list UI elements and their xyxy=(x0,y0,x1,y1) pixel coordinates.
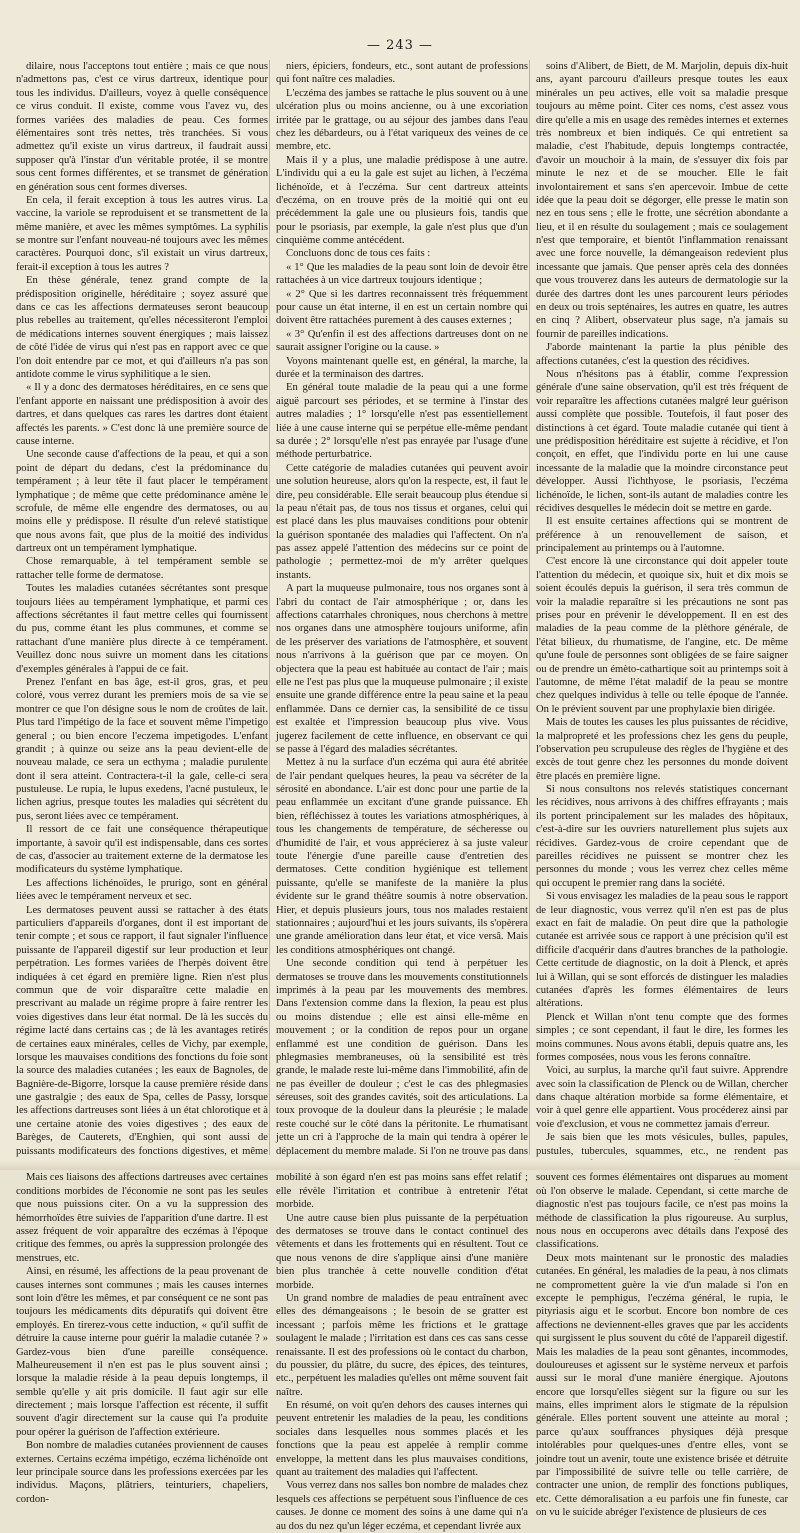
paragraph: En résumé, on voit qu'en dehors des causes internes qui peuvent entretenir les maladies de la peau, les conditions sociales dans lesquelles nous sommes placés et les fonctions que la peau est appelée à remplir comme enveloppe, la mettent dans les plus mauvaises conditions, quant au traitement des maladies qui l'affectent. xyxy=(276,1400,528,1479)
paragraph: Voici, au surplus, la marche qu'il faut suivre. Apprendre avec soin la classification de Plenck ou de Willan, chercher dans chaque altération morbide sa forme élémentaire, et voir à quel genre elle appartient. Vous procéderez ainsi par voie d'exclusion, et vous ne commettez jamais d'erreur. xyxy=(536,1065,788,1130)
paragraph: Cette catégorie de maladies cutanées qui peuvent avoir une solution heureuse, alors qu'on la respecte, est, il faut le dire, peu considérable. Elle serait beaucoup plus étendue si la peau n'était pas, de tous nos tissus et organes, celui qui est placé dans les plus mauvaises conditions pour obtenir la guérison spontanée des maladies qui l'affectent. On n'a pas assez appelé l'attention des médecins sur ce point de pathologie ; permettez-moi de m'y arrêter quelques instants. xyxy=(276,462,528,581)
paragraph: Mais de toutes les causes les plus puissantes de récidive, la malpropreté et les professions chez les gens du peuple, l'observation peu scrupuleuse des règles de l'hygiène et des excès de tout genre chez les personnes du monde doivent être placés en première ligne. xyxy=(536,717,788,782)
paragraph: « 1° Que les maladies de la peau sont loin de devoir être rattachées à un vice dartreux toujours identique ; xyxy=(276,261,528,287)
paragraph: Les affections lichénoïdes, le prurigo, sont en général liées avec le tempérament nerveux et sec. xyxy=(16,877,268,903)
paragraph: L'eczéma des jambes se rattache le plus souvent ou à une ulcération plus ou moins ancienne, ou à une excoriation irritée par le grattage, ou au séjour des jambes dans l'eau chez les débardeurs, ou à l'état variqueux des veines de ce membre, etc. xyxy=(276,87,528,153)
paragraph: Toutes les maladies cutanées sécrétantes sont presque toujours liées au tempérament lymphatique, et parmi ces affections sécrétantes il faut mettre celles qui fournissent du pus, comme étant les plus communes, et comme se rattachant d'une manière plus directe à ce tempérament. Veuillez donc nous suivre un moment dans les citations d'exemples générales à l'appui de ce fait. xyxy=(16,583,268,675)
paragraph: Ainsi, en résumé, les affections de la peau provenant de causes internes sont communes ; mais les causes internes sont loin d'être les mêmes, et par conséquent ce ne sont pas toujours les médicaments dits dépuratifs qui doivent être employés. En tirerez-vous cette induction, « qu'il suffit de détruire la cause interne pour guérir la maladie cutanée ? » Gardez-vous bien d'une pareille conséquence. Malheureusement il n'en est pas le plus souvent ainsi ; lorsque la maladie réside à la peau depuis longtemps, il semble qu'elle y ait pris domicile. Il faut agir sur elle directement ; mais lorsque l'affection est récente, il suffit souvent d'agir directement sur la cause qui l'a produite pour opérer la guérison de l'affection extérieure. xyxy=(16,1266,268,1438)
paragraph: Un grand nombre de maladies de peau entraînent avec elles des démangeaisons ; le besoin de se gratter est incessant ; parfois même les frictions et le grattage soulagent le malade ; l'irritation est dans ces cas sans cesse renaissante. Il est des professions où le contact du charbon, du poussier, du plâtre, du sucre, des épices, des teintures, etc., perpétuent les maladies qu'elles ont même souvent fait naître. xyxy=(276,1292,528,1398)
paragraph: Les dermatoses peuvent aussi se rattacher à des états particuliers d'appareils d'organes, dont il est important de tenir compte ; et sous ce rapport, il faut signaler l'influence puissante de l'appareil digestif sur leur production et leur perpétration. Les formes variées de l'herpès doivent être indiquées à cet égard en première ligne. Rien n'est plus commun que de voir disparaître cette maladie en prescrivant au malade un régime propre à faire rentrer les voies digestives dans leur état normal. De là les succès du régime lacté dans certains cas ; de là les avantages retirés de certaines eaux minérales, celles de Vichy, par exemple, lorsque les mauvaises conditions des fonctions du foie sont la source des maladies cutanées ; les eaux de Bagnoles, de Bagnière-de-Bigorre, lorsque la cause première réside dans une gastralgie ; des eaux de Spa, celles de Passy, lorsque les affections dartreuses sont liées à un état chlorotique et à une certaine atonie des voies digestives ; des eaux de Barèges, de Cauterets, d'Enghien, qui sont aussi de puissants modificateurs des fonctions digestives, et même xyxy=(16,904,268,1157)
paragraph: « 3° Qu'enfin il est des affections dartreuses dont on ne saurait assigner l'origine ou la cause. » xyxy=(276,328,528,354)
paragraph: A part la muqueuse pulmonaire, tous nos organes sont à l'abri du contact de l'air atmosphérique ; or, dans les affections catarrhales chroniques, nous cherchons à mettre nos organes dans une atmosphère toujours uniforme, afin de les préserver des variations de l'atmosphère, et souvent nous n'arrivons à la guérison que par ce moyen. On objectera que la peau est habituée au contact de l'air ; mais elle ne l'est pas plus que la muqueuse pulmonaire ; il existe ensuite une grande différence entre la peau saine et la peau enflammée. Dans ce dernier cas, la sensibilité de ce tissu est exaltée et l'impression beaucoup plus vive. Vous jugerez facilement de cette influence, en observant ce qui se passe à l'égard des maladies sécrétantes. xyxy=(276,583,528,755)
paragraph: « 2° Que si les dartres reconnaissent très fréquemment pour cause un état interne, il en est un certain nombre qui doivent être rattachées purement à des causes externes ; xyxy=(276,288,528,327)
paragraph: niers, épiciers, fondeurs, etc., sont autant de professions qui font naître ces maladies. xyxy=(276,61,528,86)
paragraph: En thèse générale, tenez grand compte de la prédisposition originelle, héréditaire ; soyez assuré que dans ce cas les affections dermateuses seront beaucoup plus rebelles au traitement, qu'elles nécessiteront l'emploi de médications internes souvent énergiques ; mais laissez de côté l'idée de virus qui n'est pas en rapport avec ce que l'on doit entendre par ce mot, et qui d'ailleurs n'a pas son antidote comme le virus syphilitique a le sien. xyxy=(16,275,268,380)
page-edge xyxy=(0,1160,800,1170)
paragraph: Bon nombre de maladies cutanées proviennent de causes externes. Certains eczéma impétigo, eczéma lichénoïde ont leur principale source dans les professions exercées par les individus. Maçons, plâtriers, teinturiers, chapeliers, cordon- xyxy=(16,1440,268,1505)
paragraph: Si nous consultons nos relevés statistiques concernant les récidives, nous arrivons à des chiffres effrayants ; mais ils portent principalement sur les malades des hôpitaux, c'est-à-dire sur les ouvriers naturellement plus sujets aux récidives. Gardez-vous de croire cependant que de pareilles récidives ne puissent se montrer chez les personnes du monde ; vous les verrez chez celles même qui occupent le premier rang dans la société. xyxy=(536,784,788,889)
paragraph: Voyons maintenant quelle est, en général, la marche, la durée et la terminaison des dartres. xyxy=(276,355,528,380)
paragraph: Deux mots maintenant sur le pronostic des maladies cutanées. En général, les maladies de la peau, à nos climats ne compromettent guère la vie d'un malade si l'on en excepte le pemphigus, l'eczéma général, le rupia, le pityriasis aigu et le scorbut. Encore bon nombre de ces affections ne deviennent-elles graves que par les accidents qui surgissent le plus souvent du côté de l'appareil digestif. Mais les maladies de la peau sont gênantes, incommodes, douloureuses et agissent sur le système nerveux et parfois aussi sur le moral d'une manière énergique. Ajoutons encore que lorsqu'elles siègent sur la figure ou sur les mains, elles impriment alors le stigmate de la répulsion générale. Elles portent souvent une atteinte au moral ; parce qu'aux souffrances physiques déjà presque intolérables pour quelques-unes d'entre elles, vont se joindre tout un avenir, toute une existence brisée et détruite par l'impossibilité de suivre telle ou telle carrière, de contracter une union, de remplir des fonctions publiques, etc. Cette démoralisation a eu parfois une fin funeste, car on vu le suicide abréger l'existence de plusieurs de ces xyxy=(536,1252,788,1519)
paragraph: Chose remarquable, à tel tempérament semble se rattacher telle forme de dermatose. xyxy=(16,556,268,581)
paragraph: Mais ces liaisons des affections dartreuses avec certaines conditions morbides de l'économie ne sont pas les seules que nous puissions citer. On a vu la suppression des hémorrhoïdes être suivies de l'apparition d'une dartre. Il est assez fréquent de voir apparaître des eczémas à l'époque critique des femmes, ou après la suppression prolongée des menstrues, etc. xyxy=(16,1172,268,1264)
paragraph: Vous verrez dans nos salles bon nombre de malades chez lesquels ces affections se perpétuent sous l'influence de ces causes. Je donne ce moment des soins à une dame qui n'a au dos du nez qu'un léger eczéma, et cependant livrée aux xyxy=(276,1480,528,1532)
paragraph: Concluons donc de tous ces faits : xyxy=(286,248,431,260)
paragraph: C'est encore là une circonstance qui doit appeler toute l'attention du médecin, et quoique six, huit et dix mois se soient écoulés depuis la guérison, il sera très commun de voir la maladie reparaître si les précautions ne sont pas prises pour en prévenir le développement. Il en est des maladies de la peau comme de la plèthore générale, de l'état bilieux, du rhumatisme, de l'angine, etc. De même qu'une foule de personnes sont obligées de se faire saigner ou de prendre un émèto-cathartique soit au printemps soit à l'automne, de même l'état maladif de la peau se montre chez quelques individus à telle ou telle époque de l'année. On le prévient souvent par une prophylaxie bien dirigée. xyxy=(536,556,788,715)
column-2 xyxy=(276,60,528,1532)
paragraph: Il ressort de ce fait une conséquence thérapeutique importante, à savoir qu'il est indispensable, dans ces sortes de cas, d'associer au traitement externe de la dermatose les modificateurs du système lymphatique. xyxy=(16,824,268,876)
paragraph: J'aborde maintenant la partie la plus pénible des affections cutanées, c'est la question des récidives. xyxy=(536,342,788,367)
column-1 xyxy=(16,60,268,1505)
paragraph: Je sais bien que les mots vésicules, bulles, papules, pustules, tubercules, squammes, etc., ne rendent pas souvent ces formes élémentaires ont disparues au moment où l'on observe le malade. Cependant, si cette marche de diagnostic n'est pas toujours facile, ce n'est pas moins la méthode de classification la plus rigoureuse. Au surplus, nous nous en occuperons avec détails dans l'exposé des classifications. xyxy=(536,1132,788,1251)
column-divider xyxy=(529,60,530,1155)
paragraph: Mais il y a plus, une maladie prédispose à une autre. L'individu qui a eu la gale est sujet au lichen, à l'eczéma lichénoïde, et à l'eczéma. Sur cent dartreux atteints d'eczéma, on en trouve près de la moitié qui ont eu précédemment la gale une ou plusieurs fois, tandis que pour le psoriasis, par exemple, la gale n'est plus que d'un cinquième comme antécédent. xyxy=(276,154,528,247)
column-divider xyxy=(269,60,270,1155)
paragraph: Prenez l'enfant en bas âge, est-il gros, gras, et peu coloré, vous verrez durant les premiers mois de sa vie se montrer ce que l'on désigne sous le nom de croûtes de lait. Plus tard l'impétigo de la face et souvent même l'impetigo general ; ou bien encore l'eczema impetigodes. L'enfant grandit ; à quinze ou seize ans la peau devient-elle de nouveau malade, ce sera un ecthyma ; maladie purulente dont il sera atteint. Contractera-t-il la gale, celle-ci sera pustuleuse. Le rupia, le lupus exedens, l'acné pustuleux, le lichen agrius, presque toutes les maladies qui sécrètent du pus, seront liées avec ce tempérament. xyxy=(16,676,268,822)
paragraph: En général toute maladie de la peau qui a une forme aiguë parcourt ses périodes, et se termine à l'instar des autres maladies ; 1° lorsqu'elle n'est pas essentiellement liée à une cause interne qui se perpétue elle-même pendant sa durée ; 2° lorsqu'elle n'est pas enrayée par l'usage d'une méthode perturbatrice. xyxy=(276,382,528,461)
paragraph: dilaire, nous l'acceptons tout entière ; mais ce que nous n'admettons pas, c'est ce virus dartreux, identique pour tous les individus. D'ailleurs, voyez à quelle conséquence ce virus conduit. Il existe, comme vous l'avez vu, des formes variées des maladies de peau. Ces formes élémentaires sont très nettes, très tranchées. Si vous admettez qu'il existe un virus dartreux, il faudrait aussi supposer qu'à l'instar d'un véritable protée, il se montre sous cent formes différentes, et se transmet de génération en génération sous cent formes diverses. xyxy=(16,61,268,193)
paragraph: soins d'Alibert, de Biett, de M. Marjolin, depuis dix-huit ans, ayant parcouru d'ailleurs presque toutes les eaux minérales un peu actives, elle voit sa maladie presque toujours au même point. Citer ces noms, c'est assez vous dire qu'elle a mis en usage des remèdes internes et externes très nombreux et bien indiqués. Ce qui entretient sa maladie, c'est l'habitude, depuis longtemps contractée, d'avoir un mouchoir à la main, de s'essuyer dix fois par minute le nez et de se moucher. Elle le fait involontairement et sans s'en apercevoir. Imbue de cette idée que la peau doit se dégorger, elle presse le matin son nez en tous sens ; elle le frotte, une sécrétion abondante a lieu, et il en résulte du soulagement ; mais ce soulagement n'est que temporaire, et bientôt l'inflammation renaissant avec une force nouvelle, la démangeaison redevient plus incessante que jamais. Que penser après cela des données que vous trouverez dans les auteurs de dermatologie sur la durée des dartres dont les unes parcourent leurs périodes en deux ou trois septénaires, les autres en quatre, les autres en cinq ? Alibert, observateur plus sage, n'a jamais su fournir de pareilles indications. xyxy=(536,61,788,340)
paragraph: Une autre cause bien plus puissante de la perpétuation des dermatoses se trouve dans le contact continuel des vêtements et dans les frottements qui en résultent. Tout ce que nous venons de dire s'applique ainsi d'une manière bien plus tranchée à cette nouvelle condition d'état morbide. xyxy=(276,1212,528,1291)
paragraph: Une seconde cause d'affections de la peau, et qui a son point de départ du dedans, c'est la prédominance du tempérament ; à leur tête il faut placer le tempérament lymphatique ; de même que cette prédominance amène le scrofule, de même elle engendre des dermatoses, ou au moins elle y prédispose. Il résulte d'un relevé statistique que nous avons fait, que plus de la moitié des individus dartreux ont un tempérament lymphatique. xyxy=(16,449,268,555)
paragraph: En cela, il ferait exception à tous les autres virus. La vaccine, la variole se reproduisent et se transmettent de la même manière, et avec les mêmes symptômes. La syphilis se montre sur l'enfant nouveau-né toujours avec les mêmes caractères. Pourquoi donc, s'il existait un virus dartreux, ferait-il exception à tous les autres ? xyxy=(16,194,268,273)
paragraph: Plenck et Willan n'ont tenu compte que des formes simples ; ce sont cependant, il faut le dire, les formes les moins communes. Nous avons établi, depuis quatre ans, les formes composées, nous vous les ferons connaître. xyxy=(536,1011,788,1063)
paragraph: Il est ensuite certaines affections qui se montrent de préférence à un renouvellement de saison, et principalement au printemps ou à l'automne. xyxy=(536,516,788,555)
paragraph: Nous n'hésitons pas à établir, comme l'expression générale d'une saine observation, qu'il est très fréquent de voir reparaître les affections cutanées malgré leur guérison aussi complète que possible. Toutefois, il faut poser des distinctions à cet égard. Toute maladie cutanée qui tient à une prédisposition héréditaire est sujette à récidive, et l'on conçoit, en effet, que l'individu porte en lui une cause incessante de la maladie que la moindre circonstance peut développer. Aussi l'ichthyose, le psoriasis, l'eczéma lichénoïde, le lichen, sont-ils autant de maladies contre les récidives desquelles le médecin doit se mettre en garde. xyxy=(536,368,788,514)
page-number: — 243 — xyxy=(366,38,434,53)
paragraph: Une seconde condition qui tend à perpétuer les dermatoses se trouve dans les mouvements constitutionnels imprimés à la peau par les mouvements des membres. Dans l'extension comme dans la flexion, la peau est plus ou moins distendue ; elle est ainsi elle-même en mouvement ; or la condition de repos pour un organe enflammé est une condition de guérison. Dans les phlegmasies membraneuses, où la sensibilité est très grande, le malade reste lui-même dans l'immobilité, afin de ne pas éveiller de douleur ; c'est le cas des phlegmasies séreuses, soit des grandes cavités, soit des articulations. La toux provoque de la douleur dans la pleurésie ; le malade reste couché sur le côté dans la péritonite. Le rhumatisant jette un cri à l'approche de la main qui tendra à opérer le déplacement du membre malade. Si l'on ne trouve pas dans mobilité à son égard n'en est pas moins sans effet relatif ; elle révèle l'irritation et contribue à entretenir l'état morbide. xyxy=(276,958,528,1211)
paragraph: « Il y a donc des dermatoses héréditaires, en ce sens que l'enfant apporte en naissant une prédisposition à avoir des dartres, et dans quelques cas rares les dartres dont étaient affectés les parents. » C'est donc là une première source de cause interne. xyxy=(16,382,268,447)
paragraph: Si vous envisagez les maladies de la peau sous le rapport de leur diagnostic, vous verrez qu'il n'en est pas de plus exact en fait de maladie. On peut dire que la pathologie cutanée est arrivée sous ce rapport à une précision qu'il est difficile d'acquérir dans d'autres branches de la pathologie. Cette certitude de diagnostic, on la doit à Plenck, et après lui à Willan, qui se sont efforcés de distinguer les maladies cutanées d'après les formes élémentaires de leurs altérations. xyxy=(536,891,788,1010)
column-3 xyxy=(536,60,788,1519)
paragraph: Mettez à nu la surface d'un eczéma qui aura été abritée de l'air pendant quelques heures, la peau va sécréter de la sérosité en abondance. L'air est donc pour une partie de la peau enflammée un excitant d'une grande puissance. Eh bien, réfléchissez à toutes les variations atmosphériques, à tous les changements de température, de sécheresse ou d'humidité de l'air, et vous apprécierez à sa juste valeur toute l'énergie d'une pareille cause d'entretien des dermatoses. Cette condition hygiénique est tellement puissante, qu'elle se manifeste de la manière la plus évidente sur le grand théâtre soumis à notre observation. Hier, et depuis plusieurs jours, tous nos malades restaient stationnaires ; aujourd'hui et les jours suivants, ils s'opèrera une grande amélioration dans leur état, et vice versâ. Mais les conditions atmosphériques ont changé. xyxy=(276,757,528,956)
